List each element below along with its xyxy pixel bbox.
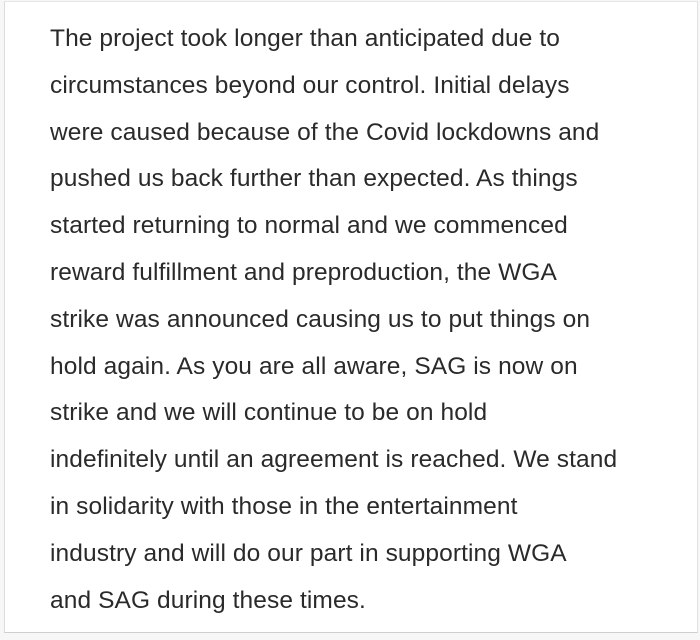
paragraph-line: and SAG during these times.: [50, 586, 366, 614]
paragraph-line: hold again. As you are all aware, SAG is now on: [50, 352, 578, 380]
paragraph-line: The project took longer than anticipated due to: [50, 25, 561, 52]
statement-paragraph: [50, 16, 677, 624]
paragraph-line: indefinitely until an agreement is reached. We stand: [50, 446, 618, 474]
paragraph-line: circumstances beyond our control. Initial delays: [50, 71, 570, 99]
paragraph-line: pushed us back further than expected. As things: [50, 165, 578, 193]
paragraph-line: strike and we will continue to be on hold: [50, 399, 488, 427]
paragraph-line: industry and will do our part in supporting WGA: [50, 539, 567, 567]
text-sheet: [4, 1, 698, 633]
paragraph-line: started returning to normal and we commenced: [50, 212, 568, 240]
paragraph-line: reward fulfillment and preproduction, the WGA: [50, 258, 557, 286]
paragraph-line: in solidarity with those in the entertainment: [50, 492, 518, 520]
paragraph-line: were caused because of the Covid lockdowns and: [50, 118, 600, 146]
paragraph-line: strike was announced causing us to put things on: [50, 305, 591, 333]
